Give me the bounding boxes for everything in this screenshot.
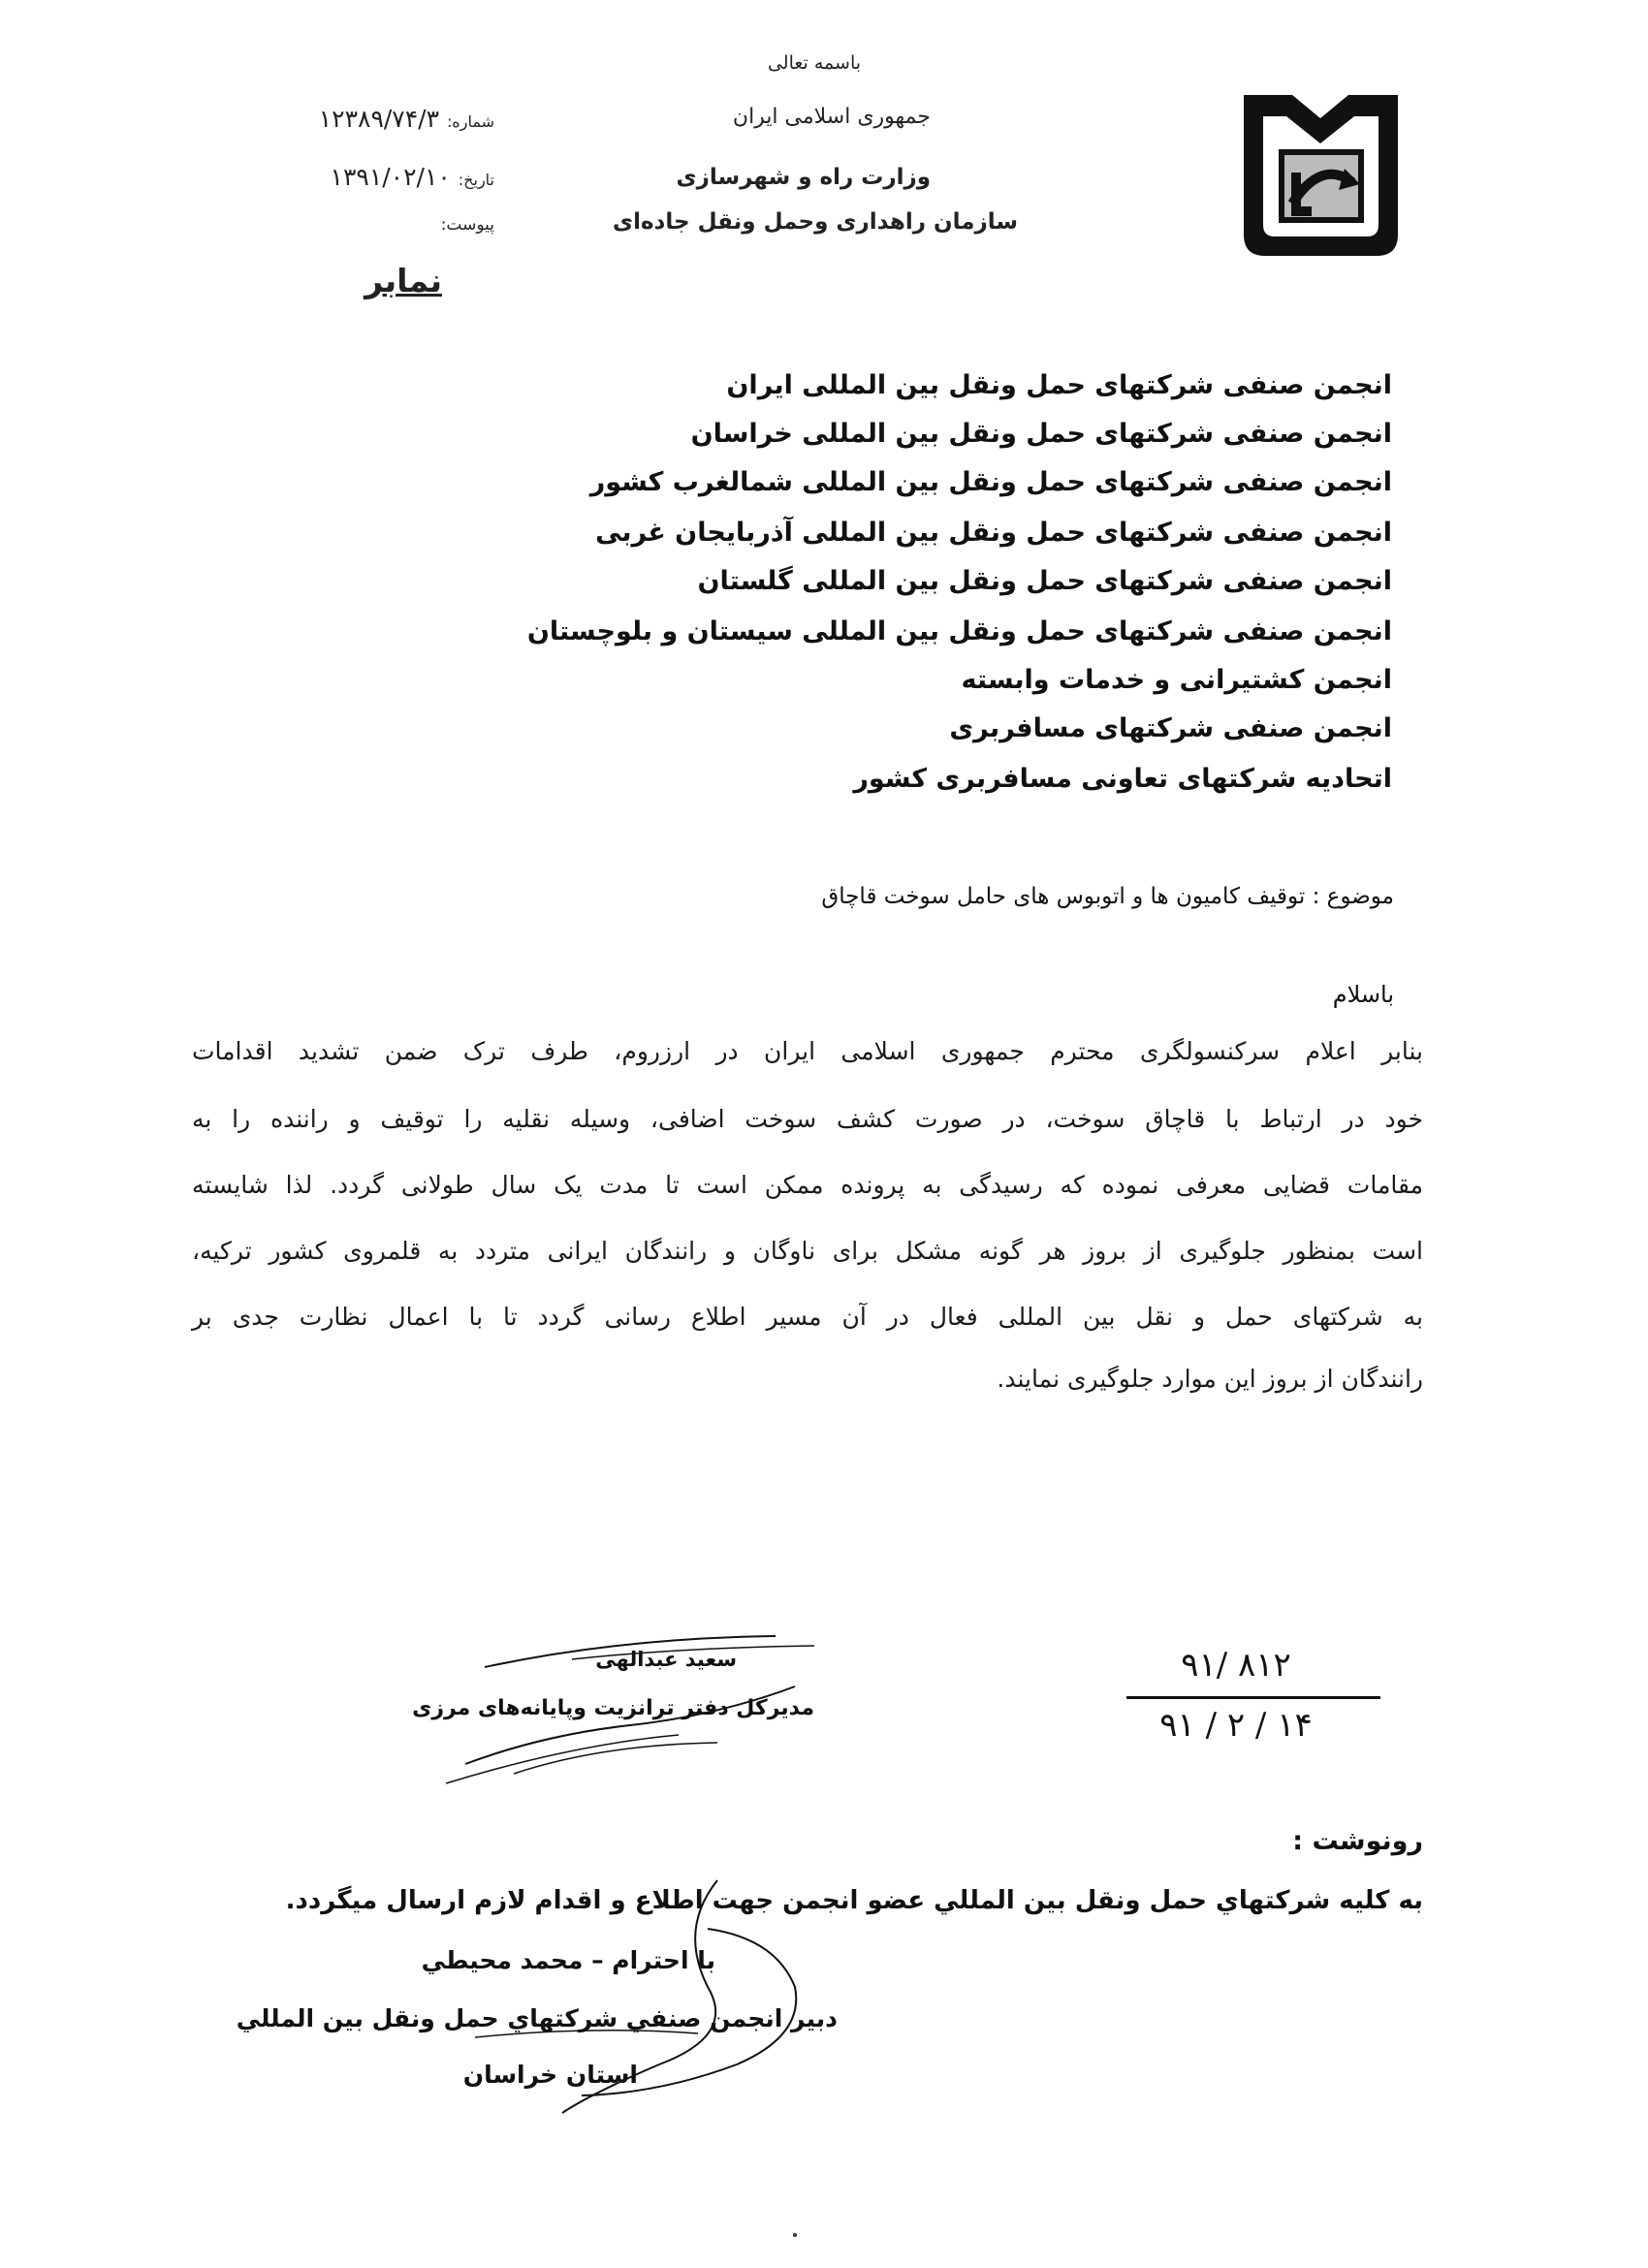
country-name: جمهوری اسلامی ایران [732, 105, 931, 129]
recipient-7: انجمن کشتیرانی و خدمات وابسته [961, 665, 1392, 695]
signatory-title: مدیرکل دفتر ترانزیت وپایانه‌های مرزی [412, 1696, 814, 1720]
greeting: باسلام [1332, 981, 1394, 1008]
page-speck [793, 2233, 797, 2237]
handwritten-ref-number: ۹۱/ ۸۱۲ [1181, 1646, 1291, 1685]
subject-text: توقیف کامیون ها و اتوبوس های حامل سوخت قاچاق [821, 884, 1306, 909]
recipient-4: انجمن صنفی شرکتهای حمل ونقل بین المللی آذربایجان غربی [595, 518, 1392, 548]
number-value: ۱۲۳۸۹/۷۴/۳ [318, 105, 440, 133]
body-line-3: مقامات قضایی معرفی نموده که رسیدگی به پرونده ممکن است تا مدت یک سال طولانی گردد. لذا شایسته [192, 1171, 1423, 1199]
cc-province: استان خراسان [462, 2061, 638, 2089]
body-line-4: است بمنظور جلوگیری از بروز هر گونه مشکل برای ناوگان و رانندگان ایرانی متردد به قلمروی کشور ترکیه، [192, 1237, 1423, 1265]
cc-regards: با احترام – محمد محيطي [421, 1946, 715, 1974]
attachment-label: پیوست: [440, 215, 494, 235]
subject-label: موضوع : [1312, 884, 1394, 909]
cc-label: رونوشت : [1292, 1826, 1423, 1856]
body-line-6: رانندگان از بروز این موارد جلوگیری نمایند. [997, 1365, 1423, 1393]
handwritten-ref-date: ۹۱ / ۲ / ۱۴ [1159, 1706, 1313, 1745]
recipient-8: انجمن صنفی شرکتهای مسافربری [949, 713, 1392, 743]
subject-line [821, 884, 1394, 909]
meta-date-row [262, 163, 494, 191]
recipient-5: انجمن صنفی شرکتهای حمل ونقل بین المللی گلستان [697, 566, 1392, 596]
fraction-divider [1126, 1696, 1380, 1699]
date-label: تاریخ: [458, 171, 494, 189]
recipient-9: اتحادیه شرکتهای تعاونی مسافربری کشور [853, 764, 1392, 794]
meta-number-row [262, 105, 494, 133]
body-line-5: به شرکتهای حمل و نقل بین المللی فعال در آن مسیر اطلاع رسانی گردد تا با اعمال نظارت جدی بر [192, 1303, 1423, 1331]
cc-position: دبير انجمن صنفي شركتهاي حمل ونقل بين المللي [236, 2004, 838, 2032]
recipient-3: انجمن صنفی شرکتهای حمل ونقل بین المللی شمالغرب کشور [589, 467, 1392, 497]
date-value: ۱۳۹۱/۰۲/۱۰ [330, 163, 451, 191]
doc-type-fax: نمابر [364, 262, 442, 299]
ministry-logo [1236, 89, 1406, 262]
signatory-name: سعید عبدالهی [595, 1648, 737, 1671]
invocation: باسمه تعالی [767, 52, 862, 74]
signature-scribble [412, 1628, 834, 1793]
cc-line: به كليه شركتهاي حمل ونقل بين المللي عضو انجمن جهت اطلاع و اقدام لازم ارسال ميگردد. [285, 1886, 1423, 1915]
recipient-6: انجمن صنفی شرکتهای حمل ونقل بین المللی سیستان و بلوچستان [526, 616, 1392, 646]
body-line-1: بنابر اعلام سرکنسولگری محترم جمهوری اسلامی ایران در ارزروم، طرف ترک ضمن تشدید اقدامات [192, 1037, 1423, 1065]
body-line-2: خود در ارتباط با قاچاق سوخت، در صورت کشف سوخت اضافی، وسیله نقلیه را توقیف و راننده را به [192, 1105, 1423, 1133]
recipient-2: انجمن صنفی شرکتهای حمل ونقل بین المللی خراسان [690, 419, 1392, 449]
organization-name: سازمان راهداری وحمل ونقل جاده‌ای [613, 209, 1018, 235]
recipient-1: انجمن صنفی شرکتهای حمل ونقل بین المللی ایران [726, 370, 1392, 400]
number-label: شماره: [446, 112, 494, 131]
cc-signature-scribble [417, 1871, 843, 2123]
ministry-name: وزارت راه و شهرسازی [676, 165, 931, 190]
